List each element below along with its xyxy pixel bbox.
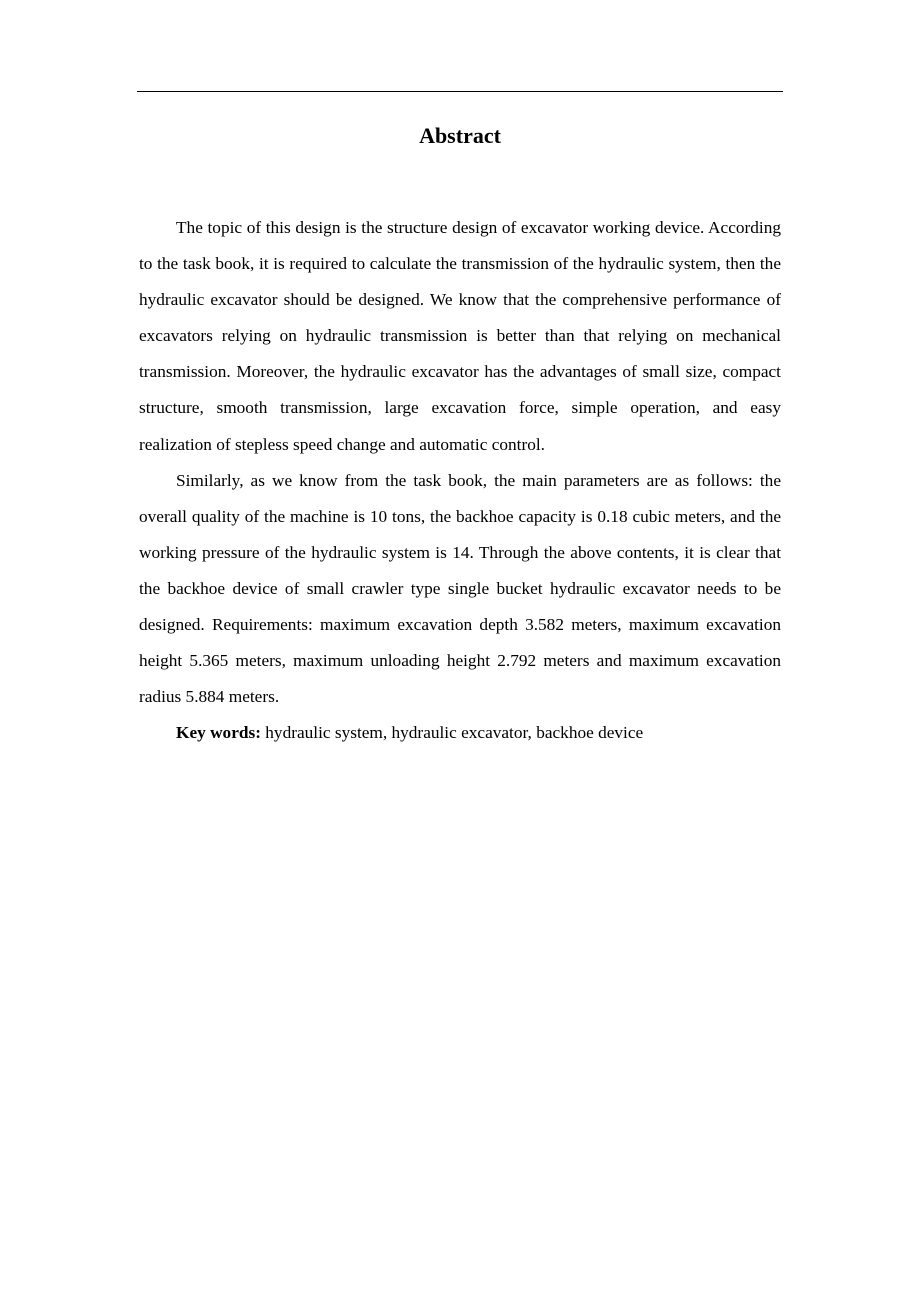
keywords-text: hydraulic system, hydraulic excavator, backhoe device <box>260 723 644 743</box>
keywords-line <box>139 715 781 751</box>
abstract-body <box>139 210 781 751</box>
header-rule <box>137 91 783 92</box>
page-title: Abstract <box>419 123 501 148</box>
abstract-paragraph-2: Similarly, as we know from the task book, the main parameters are as follows: the overall quality of the machine is 10 tons, the backhoe capacity is 0.18 cubic meters, and the working pressure of the hydraulic system is 14. Through the above contents, it is clear that the backhoe device of small crawler type single bucket hydraulic excavator needs to be designed. Requirements: maximum excavation depth 3.582 meters, maximum excavation height 5.365 meters, maximum unloading height 2.792 meters and maximum excavation radius 5.884 meters. <box>139 470 781 707</box>
keywords-label: Key words: <box>176 723 261 743</box>
abstract-paragraph-1: The topic of this design is the structure design of excavator working device. According to the task book, it is required to calculate the transmission of the hydraulic system, then the hydraulic excavator should be designed. We know that the comprehensive performance of excavators relying on hydraulic transmission is better than that relying on mechanical transmission. Moreover, the hydraulic excavator has the advantages of small size, compact structure, smooth transmission, large excavation force, simple operation, and easy realization of stepless speed change and automatic control. <box>139 218 781 454</box>
